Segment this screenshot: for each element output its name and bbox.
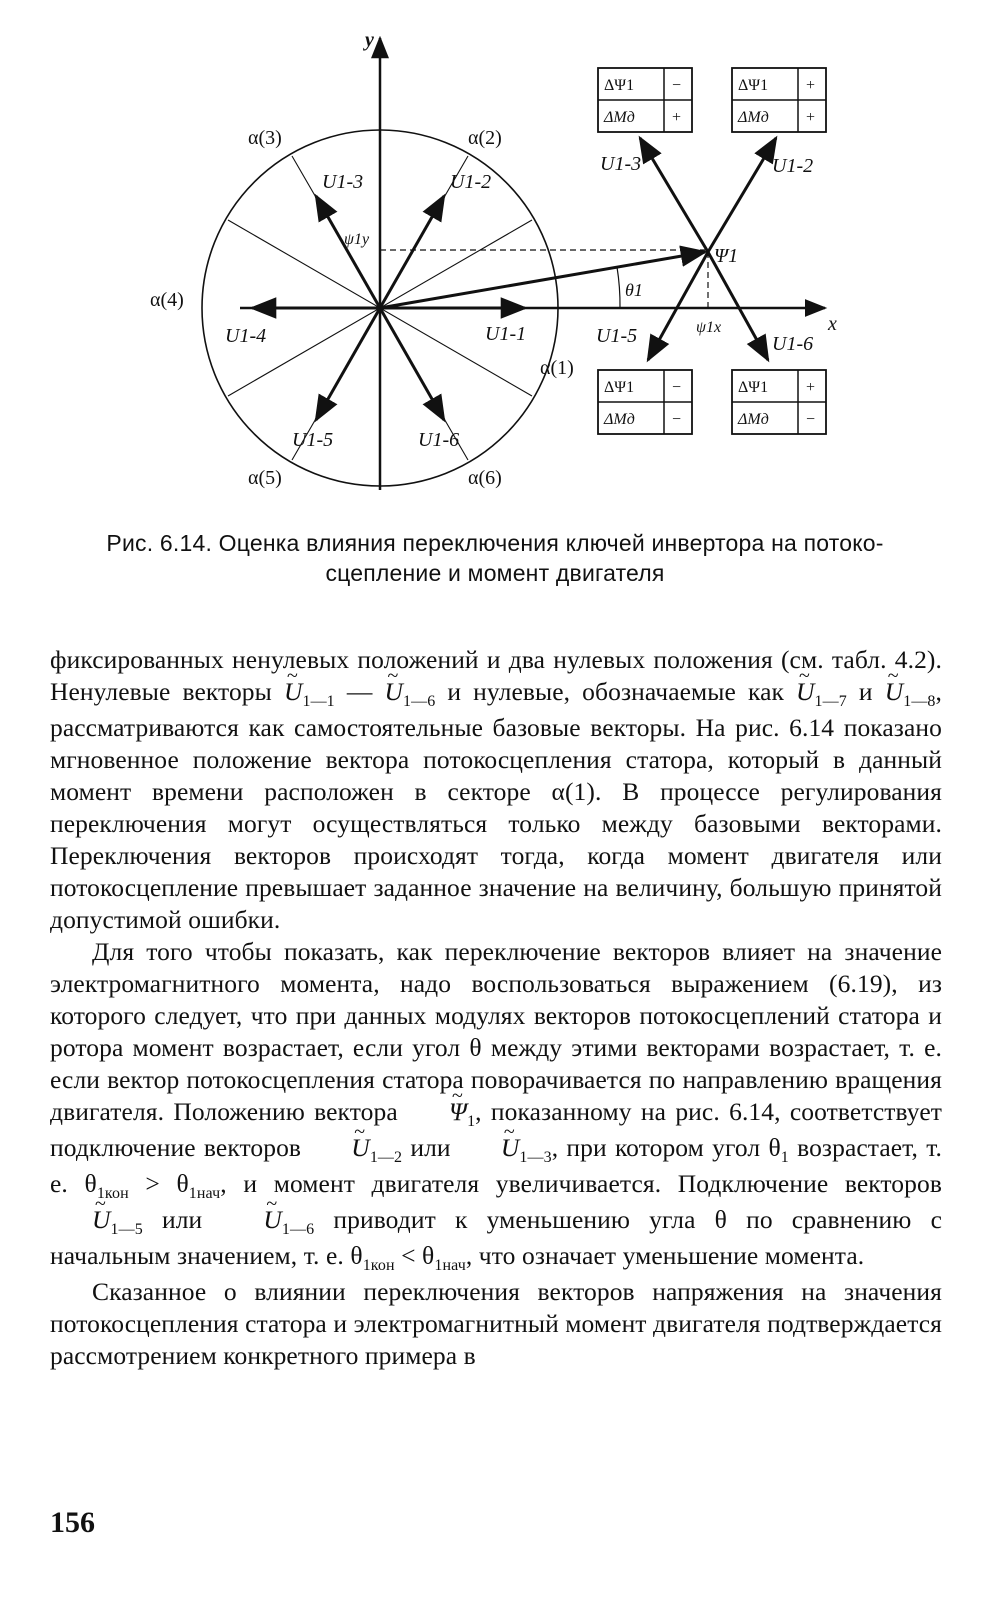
svg-text:+: +	[806, 109, 816, 126]
body-text	[50, 644, 942, 1372]
svg-text:ΔΨ1: ΔΨ1	[604, 77, 635, 94]
box-u1-6	[732, 370, 826, 434]
vector-label-1: U1-1	[485, 323, 527, 345]
svg-text:+: +	[806, 77, 816, 94]
svg-text:+: +	[672, 109, 682, 126]
caption-line-1: Рис. 6.14. Оценка влияния переключения ключей инвертора на потоко-	[106, 530, 884, 556]
box-u1-5	[598, 370, 692, 434]
vector-symbol: ~ $U_{1—7}$	[796, 676, 847, 712]
caption-line-2: сцепление и момент двигателя	[325, 560, 665, 586]
svg-text:−: −	[806, 411, 816, 428]
svg-text:−: −	[672, 379, 682, 396]
svg-text:ΔΨ1: ΔΨ1	[738, 77, 769, 94]
theta-arc	[617, 267, 620, 308]
svg-text:ΔMд: ΔMд	[738, 411, 769, 428]
box-u1-2	[732, 68, 826, 132]
vector-symbol: ~ $U_{1—2}$	[309, 1132, 402, 1168]
vector-symbol: ~ $U_{1—1}$	[284, 676, 335, 712]
vector-symbol: ~ $U_{1—8}$	[885, 676, 936, 712]
theta-label: θ1	[625, 280, 643, 300]
x-axis-label: x	[828, 313, 837, 335]
svg-text:−: −	[672, 77, 682, 94]
vector-label-3: U1-3	[322, 171, 364, 193]
page-number: 156	[50, 1506, 95, 1539]
figure-caption	[50, 528, 940, 588]
tip-label-6: U1-6	[772, 333, 814, 355]
psi-y-label: ψ1y	[344, 231, 370, 248]
svg-text:ΔΨ1: ΔΨ1	[604, 379, 635, 396]
sector-label-3: α(3)	[248, 127, 282, 149]
vector-symbol: ~ $U_{1—3}$	[459, 1132, 552, 1168]
svg-text:ΔMд: ΔMд	[604, 109, 635, 126]
flux-label: Ψ1	[714, 245, 739, 267]
tip-label-2: U1-2	[772, 155, 814, 177]
sector-label-5: α(5)	[248, 467, 282, 489]
psi-x-label: ψ1x	[696, 319, 722, 336]
svg-text:ΔΨ1: ΔΨ1	[738, 379, 769, 396]
flux-symbol: ~ $\Psi_1$	[407, 1096, 475, 1132]
tip-label-3: U1-3	[600, 153, 642, 175]
vector-symbol: ~ $U_{1—6}$	[221, 1204, 314, 1240]
svg-text:−: −	[672, 411, 682, 428]
sector-label-6: α(6)	[468, 467, 502, 489]
paragraph-2: Для того чтобы показать, как переключение векторов влияет на значение электромагнитного момента, надо воспользоваться выражением (6.19), из которого следует, что при данных модулях векторов потокосцеплений статора и ротора момент возрастает, если угол θ между этими векторами возрастает, т. е. если вектор потокосцепления статора поворачивается по направлению вращения двигателя. Положению вектора ~ $\Psi_1$, показанному на рис. 6.14, соответствует подключение векторов ~ $U_{1—2}$ или ~ $U_{1—3}$, при котором угол $\theta_1$ возрастает, т. е. $\theta_{1кон} > \theta_{1нач}$, и момент двигателя увеличивается. Подключение векторов ~ $U_{1—5}$ или ~ $U_{1—6}$ приводит к уменьшению угла θ по сравнению с начальным значением, т. е. $\theta_{1кон} < \theta_{1нач}$, что означает уменьшение момента.	[50, 936, 942, 1276]
vector-label-4: U1-4	[225, 325, 267, 347]
paragraph-1: фиксированных ненулевых положений и два нулевых положения (см. табл. 4.2). Ненулевые векторы ~ $U_{1—1}$ — ~ $U_{1—6}$ и нулевые, обозначаемые как ~ $U_{1—7}$ и ~ $U_{1—8}$, рассматриваются как самостоятельные базовые векторы. На рис. 6.14 показано мгновенное положение вектора потокосцепления статора, который в данный момент времени расположен в секторе α(1). В процессе регулирования переключения могут осуществляться только между базовыми векторами. Переключения векторов происходят тогда, когда момент двигателя или потокосцепление превышает заданное значение на величину, большую принятой допустимой ошибки.	[50, 644, 942, 936]
flux-vector-diagram	[100, 20, 860, 520]
vector-label-2: U1-2	[450, 171, 492, 193]
sector-label-2: α(2)	[468, 127, 502, 149]
svg-text:ΔMд: ΔMд	[738, 109, 769, 126]
sector-label-1: α(1)	[540, 357, 574, 379]
y-axis-label: y	[365, 29, 374, 51]
sector-label-4: α(4)	[150, 289, 184, 311]
vector-label-5: U1-5	[292, 429, 334, 451]
box-u1-3	[598, 68, 692, 132]
svg-text:ΔMд: ΔMд	[604, 411, 635, 428]
vector-symbol: ~ $U_{1—5}$	[50, 1204, 143, 1240]
svg-text:+: +	[806, 379, 816, 396]
tip-label-5: U1-5	[596, 325, 638, 347]
vector-label-6: U1-6	[418, 429, 460, 451]
paragraph-3: Сказанное о влиянии переключения векторов напряжения на значения потокосцепления статора и электромагнитный момент двигателя подтверждается рассмотрением конкретного примера в	[50, 1277, 942, 1370]
vector-symbol: ~ $U_{1—6}$	[384, 676, 435, 712]
